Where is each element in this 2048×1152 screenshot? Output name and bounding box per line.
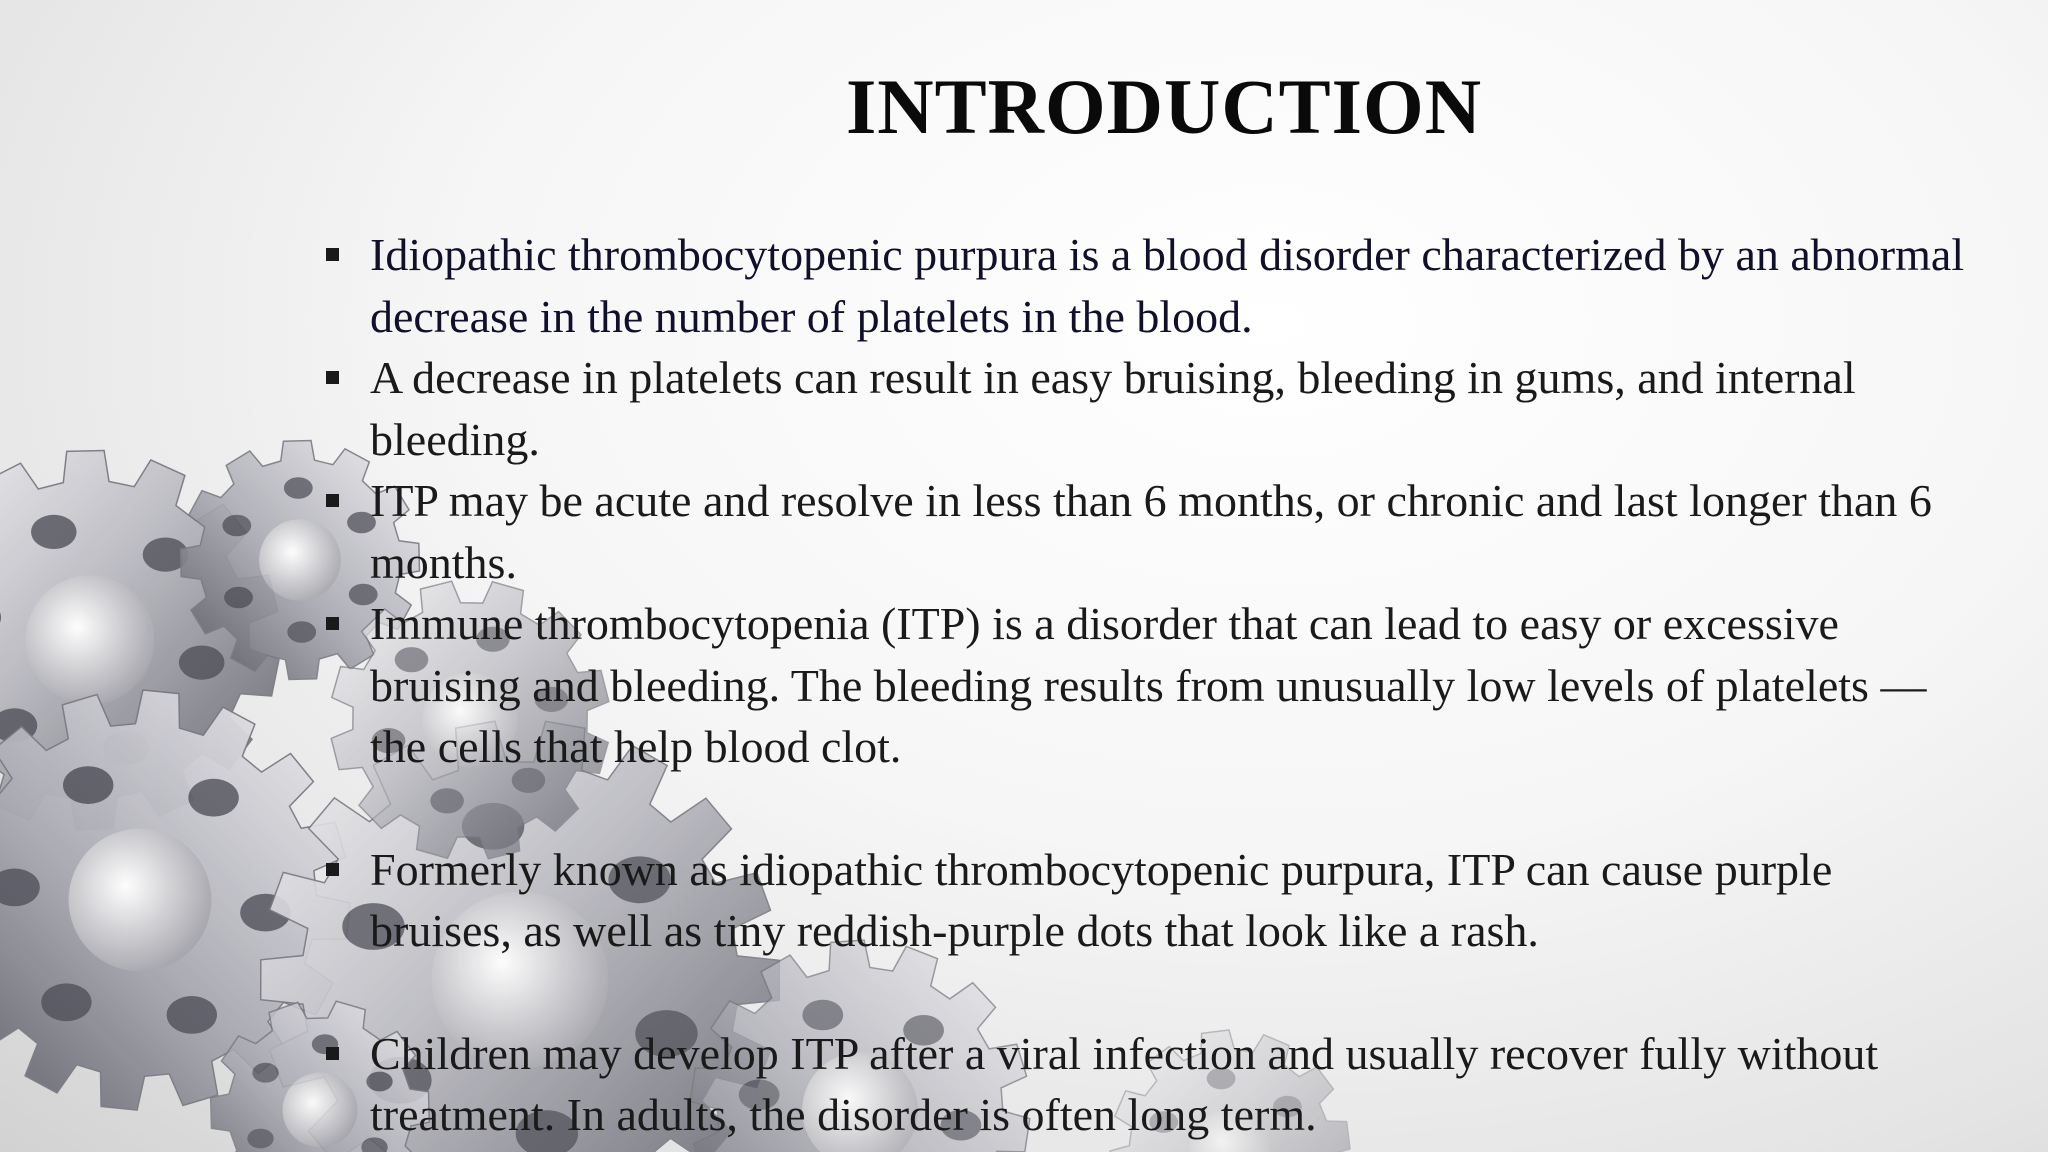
bullet-text: Immune thrombocytopenia (ITP) is a disorder that can lead to easy or excessive bruising and bleeding. The bleeding results from unusually low levels of platelets — the cells that help blood clot.	[370, 598, 1927, 772]
square-bullet-icon	[326, 248, 339, 261]
list-item	[324, 224, 1984, 347]
bullet-text: A decrease in platelets can result in easy bruising, bleeding in gums, and internal bleeding.	[370, 352, 1856, 465]
list-item	[324, 593, 1984, 778]
square-bullet-icon	[326, 494, 339, 507]
bullet-text: Formerly known as idiopathic thrombocytopenic purpura, ITP can cause purple bruises, as well as tiny reddish-purple dots that look like a rash.	[370, 843, 1833, 956]
square-bullet-icon	[326, 1047, 339, 1060]
page-title: INTRODUCTION	[845, 63, 1483, 150]
bullet-text: Children may develop ITP after a viral infection and usually recover fully without treatment. In adults, the disorder is often long term.	[370, 1027, 1879, 1140]
bullet-list	[324, 224, 1984, 1146]
list-item	[324, 1023, 1984, 1146]
list-item	[324, 470, 1984, 593]
square-bullet-icon	[326, 371, 339, 384]
list-item	[324, 347, 1984, 470]
square-bullet-icon	[326, 863, 339, 876]
square-bullet-icon	[326, 617, 339, 630]
list-item	[324, 839, 1984, 962]
bullet-text: Idiopathic thrombocytopenic purpura is a blood disorder characterized by an abnormal decrease in the number of platelets in the blood.	[370, 229, 1965, 342]
bullet-text: ITP may be acute and resolve in less than 6 months, or chronic and last longer than 6 months.	[370, 475, 1932, 588]
